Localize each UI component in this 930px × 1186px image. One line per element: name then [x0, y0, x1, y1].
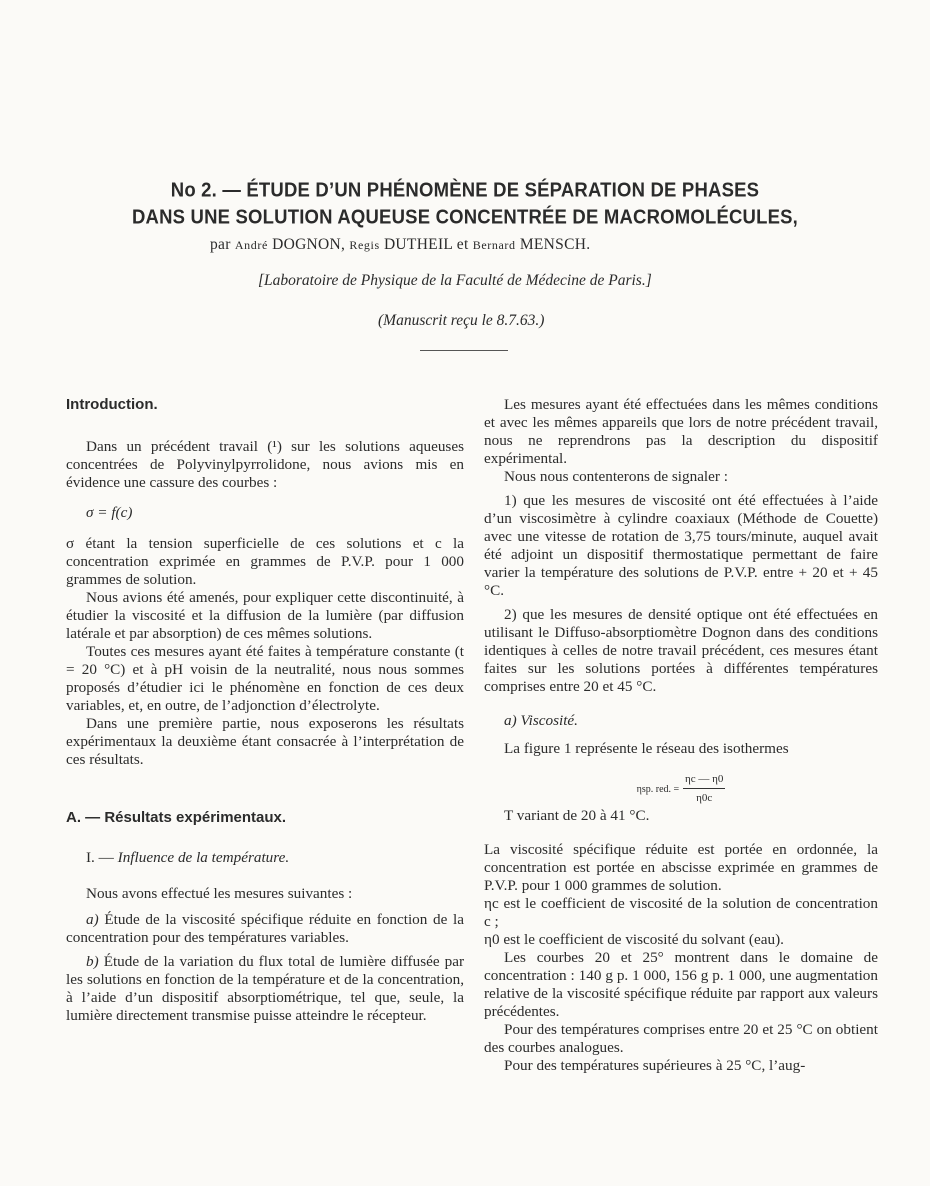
title-line-1: No 2. — ÉTUDE D’UN PHÉNOMÈNE DE SÉPARATION DE PHASES [170, 178, 760, 201]
title-separator-rule [420, 350, 508, 351]
section-a-heading: A. — Résultats expérimentaux. [66, 809, 287, 826]
measure-a-text: Étude de la viscosité spécifique réduite en fonction de la concentration pour des températures variables. [66, 911, 464, 946]
right-paragraph-10: Pour des températures comprises entre 20 et 25 °C on obtient des courbes analogues. [484, 1021, 878, 1056]
subsection-prefix: I. — [86, 849, 114, 866]
received-date: (Manuscrit reçu le 8.7.63.) [378, 312, 545, 329]
intro-paragraph-5: Dans une première partie, nous exposerons les résultats expérimentaux la deuxième étant consacrée à l’interprétation de ces résultats. [66, 715, 464, 768]
right-paragraph-3: 1) que les mesures de viscosité ont été effectuées à l’aide d’un viscosimètre à cylindre coaxiaux (Méthode de Couette) avec une vitesse de rotation de 3,75 tours/minute, auquel avait été adjoint un dispositif thermostatique permettant de faire varier la température des solutions de P.V.P. entre + 20 et + 45 °C. [484, 492, 878, 599]
formula-numerator: ηc — η0 [683, 770, 725, 789]
intro-paragraph-3: Nous avions été amenés, pour expliquer cette discontinuité, à étudier la viscosité et la diffusion de la lumière (par diffusion latérale et par absorption) de ces mêmes solutions. [66, 589, 464, 642]
author-3-last: MENSCH. [519, 236, 591, 253]
introduction-heading: Introduction. [66, 396, 158, 413]
viscosity-heading [484, 712, 878, 730]
subsection-heading [66, 849, 464, 867]
viscosity-title: Viscosité. [520, 712, 578, 729]
right-paragraph-9: Les courbes 20 et 25° montrent dans le domaine de concentration : 140 g p. 1 000, 156 g p. 1 000, une augmentation relative de la viscosité spécifique réduite par rapport aux valeurs précédentes. [484, 949, 878, 1020]
viscosity-label: a) [504, 712, 517, 729]
intro-paragraph-2: σ étant la tension superficielle de ces solutions et c la concentration exprimée en grammes de P.V.P. pour 1 000 grammes de solution. [66, 535, 464, 588]
right-paragraph-1: Les mesures ayant été effectuées dans les mêmes conditions et avec les mêmes appareils que lors de notre précédent travail, nous ne reprendrons pas la description du dispositif expérimental. [484, 396, 878, 467]
measure-a-label: a) [86, 911, 99, 928]
formula-denominator: η0c [696, 792, 713, 804]
right-paragraph-11: Pour des températures supérieures à 25 °C, l’aug- [504, 1057, 806, 1074]
left-column [66, 396, 464, 1025]
right-paragraph-6: La viscosité spécifique réduite est portée en ordonnée, la concentration est portée en abscisse exprimée en grammes de P.V.P. pour 1 000 grammes de solution. [484, 841, 878, 894]
author-1-first: André [234, 238, 268, 252]
author-2-first: Regis [349, 238, 380, 252]
right-paragraph-8: η0 est le coefficient de viscosité du solvant (eau). [484, 931, 784, 948]
authors-line [210, 236, 810, 254]
measure-b [66, 953, 464, 1025]
measure-a [66, 911, 464, 947]
author-3-first: Bernard [472, 238, 516, 252]
article-title [60, 176, 870, 230]
laboratory-affiliation: [Laboratoire de Physique de la Faculté de Médecine de Paris.] [258, 272, 652, 289]
formula-lhs: ηsp. red. = [636, 783, 680, 795]
subsection-title: Influence de la température. [117, 849, 290, 866]
right-paragraph-5: La figure 1 représente le réseau des isothermes [504, 740, 789, 757]
right-column [484, 396, 878, 1075]
title-line-2: DANS UNE SOLUTION AQUEUSE CONCENTRÉE DE MACROMOLÉCULES, [131, 205, 799, 228]
author-2-last: DUTHEIL [383, 236, 453, 253]
right-paragraph-2: Nous nous contenterons de signaler : [504, 468, 728, 485]
author-1-last: DOGNON, [272, 236, 346, 253]
formula-caption: T variant de 20 à 41 °C. [504, 807, 650, 824]
right-paragraph-7: ηc est le coefficient de viscosité de la solution de concentration c ; [484, 895, 878, 930]
right-paragraph-4: 2) que les mesures de densité optique ont été effectuées en utilisant le Diffuso-absorptiomètre Dognon dans des conditions identiques à celles de notre travail précédent, ces mesures étant faites sur les solutions portées à différentes températures comprises entre 20 et 45 °C. [484, 606, 878, 695]
intro-paragraph-4: Toutes ces mesures ayant été faites à température constante (t = 20 °C) et à pH voisin de la neutralité, nous nous sommes proposés d’étudier ici le phénomène en fonction de ces deux variables, et, en outre, de l’adjonction d’électrolyte. [66, 643, 464, 714]
intro-paragraph-1: Dans un précédent travail (¹) sur les solutions aqueuses concentrées de Polyvinylpyrrolidone, nous avions mis en évidence une cassure des courbes : [66, 438, 464, 491]
formula-fraction [683, 770, 725, 807]
measure-b-label: b) [86, 953, 99, 970]
authors-and: et [456, 236, 469, 253]
viscosity-formula [484, 770, 878, 807]
formula-sigma: σ = f(c) [86, 504, 133, 521]
measure-b-text: Étude de la variation du flux total de lumière diffusée par les solutions en fonction de la température et de la concentration, à l’aide d’un dispositif absorptiométrique, tel que, seule, la lumière directement transmise puisse atteindre le récepteur. [66, 953, 464, 1024]
authors-prefix: par [210, 236, 231, 253]
measures-intro: Nous avons effectué les mesures suivantes : [86, 885, 353, 902]
